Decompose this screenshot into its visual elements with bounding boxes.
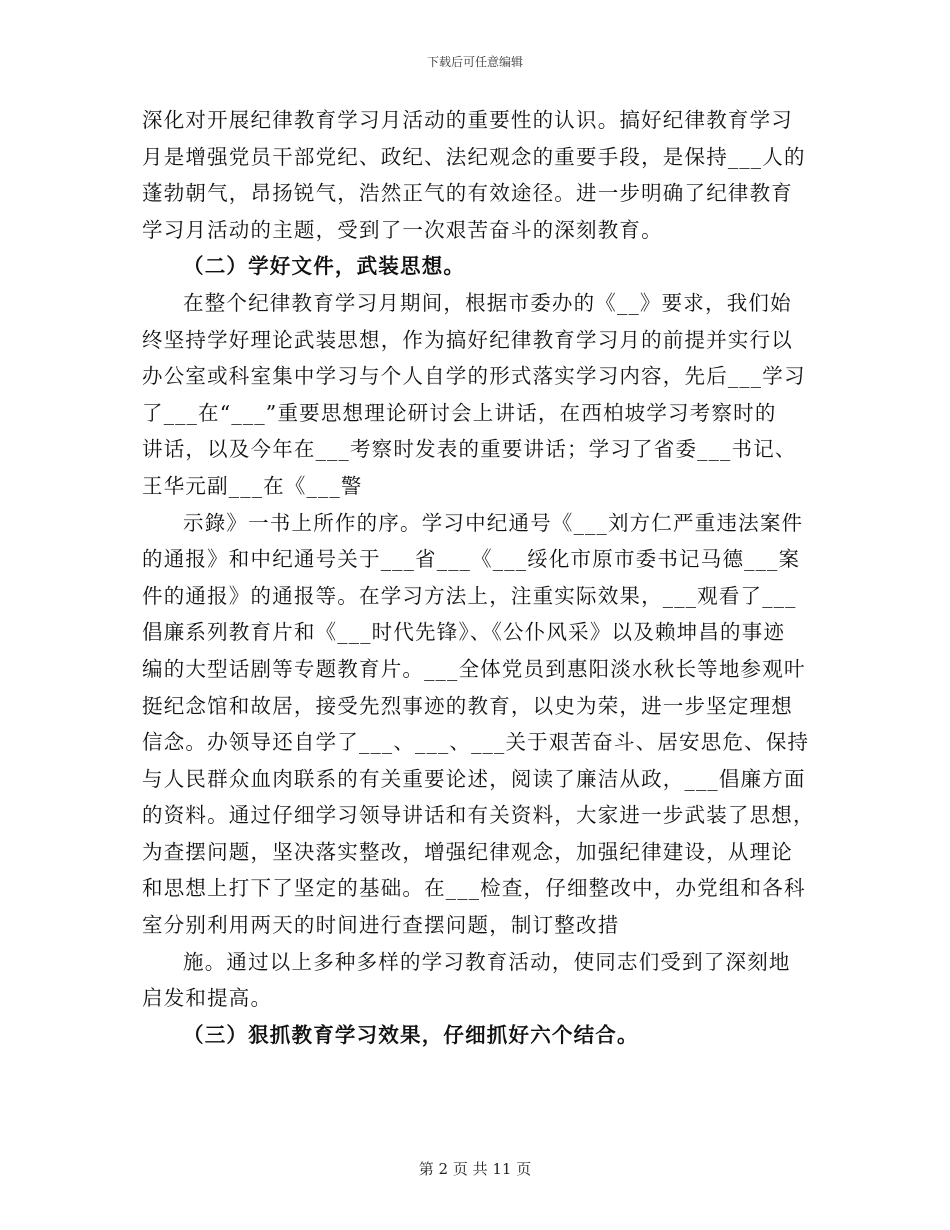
paragraph-line: 挺纪念馆和故居，接受先烈事迹的教育，以史为荣，进一步坚定理想: [142, 693, 793, 718]
paragraph-line: 施。通过以上多种多样的学习教育活动，使同志们受到了深刻地: [183, 949, 791, 974]
paragraph-line: 与人民群众血肉联系的有关重要论述，阅读了廉洁从政，___倡廉方面: [142, 766, 806, 791]
paragraph-line: 讲话，以及今年在___考察时发表的重要讲话；学习了省委___书记、: [142, 437, 797, 462]
paragraph-line: 为查摆问题，坚决落实整改，增强纪律观念，加强纪律建设，从理论: [142, 839, 793, 864]
paragraph-line: 编的大型话剧等专题教育片。___全体党员到惠阳淡水秋长等地参观叶: [142, 656, 806, 681]
paragraph-line: 件的通报》的通报等。在学习方法上，注重实际效果，___观看了___: [142, 583, 797, 608]
paragraph-line: 深化对开展纪律教育学习月活动的重要性的认识。搞好纪律教育学习: [142, 108, 793, 132]
section-heading: （二）学好文件，武装思想。: [183, 254, 466, 279]
paragraph-line: 王华元副___在《___警: [142, 473, 363, 498]
paragraph-line: 启发和提高。: [142, 986, 273, 1011]
paragraph-line: 办公室或科室集中学习与个人自学的形式落实学习内容，先后___学习: [142, 364, 806, 389]
paragraph-line: 示錄》一书上所作的序。学习中纪通号《___刘方仁严重违法案件: [183, 510, 804, 535]
paragraph-line: 和思想上打下了坚定的基础。在___检查，仔细整改中，办党组和各科: [142, 876, 806, 901]
paragraph-line: 蓬勃朝气，昂扬锐气，浩然正气的有效途径。进一步明确了纪律教育: [142, 181, 793, 206]
document-body: [142, 102, 815, 1053]
paragraph-line: 月是增强党员干部党纪、政纪、法纪观念的重要手段，是保持___人的: [142, 144, 806, 169]
paragraph-line: 倡廉系列教育片和《___时代先锋》、《公仆风采》以及赖坤昌的事迹: [142, 620, 786, 645]
paragraph-line: 的资料。通过仔细学习领导讲话和有关资料，大家进一步武装了思想，: [142, 803, 815, 828]
paragraph-line: 信念。办领导还自学了___、___、___关于艰苦奋斗、居安思危、保持: [142, 730, 810, 755]
page-header: 下载后可任意编辑: [426, 55, 523, 69]
page-number: 第 2 页 共 11 页: [418, 1160, 532, 1178]
section-heading: （三）狠抓教育学习效果，仔细抓好六个结合。: [183, 1022, 639, 1047]
paragraph-line: 终坚持学好理论武装思想，作为搞好纪律教育学习月的前提并实行以: [142, 327, 793, 352]
paragraph-line: 在整个纪律教育学习月期间，根据市委办的《__》要求，我们始: [183, 290, 792, 315]
paragraph-line: 学习月活动的主题，受到了一次艰苦奋斗的深刻教育。: [142, 217, 663, 242]
paragraph-line: 的通报》和中纪通号关于___省___《___绥化市原市委书记马德___案: [142, 547, 801, 572]
paragraph-line: 室分别利用两天的时间进行查摆问题，制订整改措: [142, 913, 620, 938]
paragraph-line: 了___在“___”重要思想理论研讨会上讲话，在西柏坡学习考察时的: [142, 400, 777, 425]
